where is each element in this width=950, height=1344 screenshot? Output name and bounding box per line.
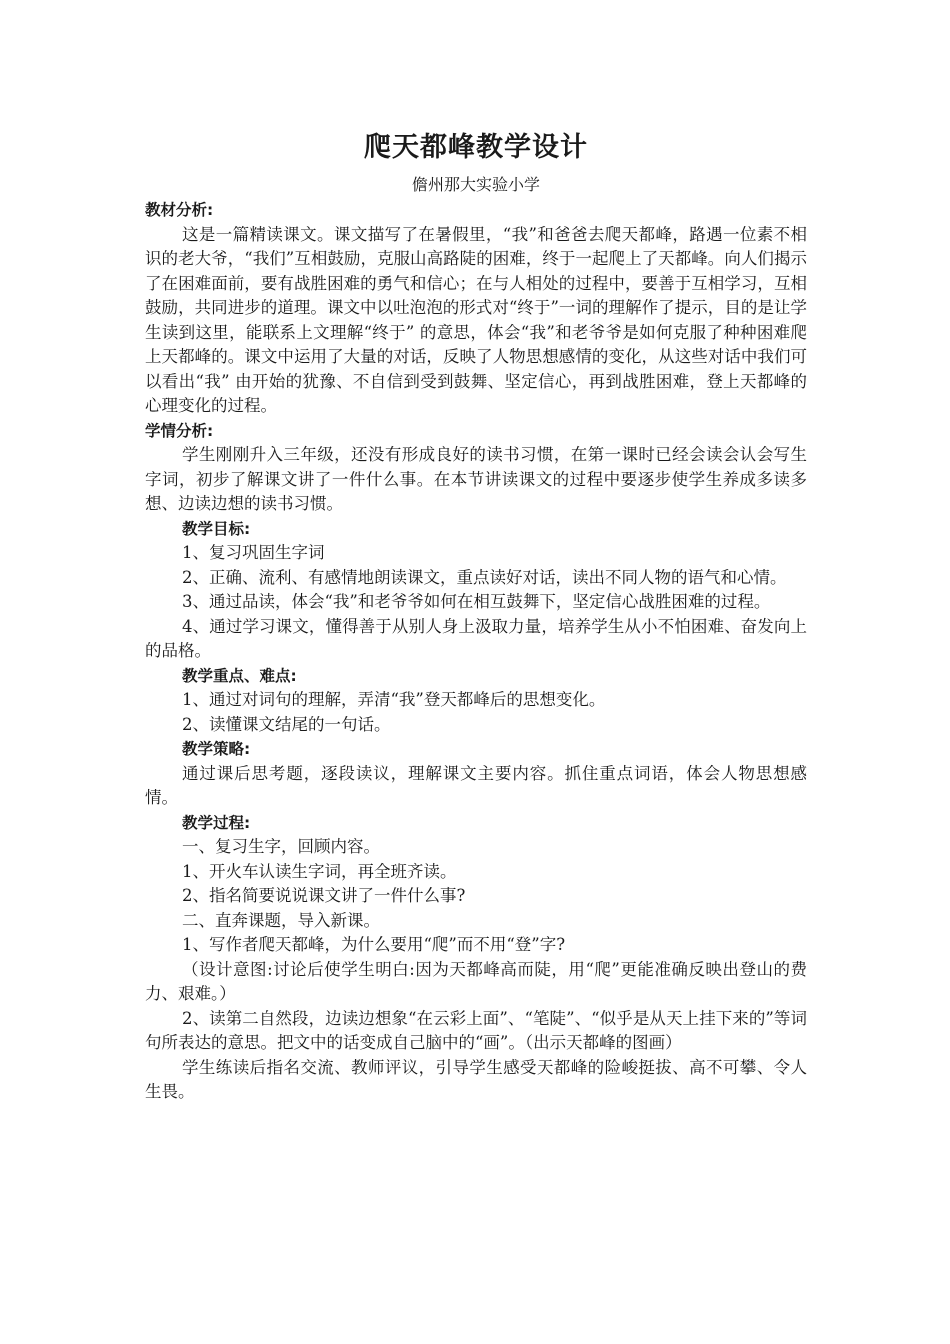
document-page — [145, 128, 807, 1105]
objective-item: 4、通过学习课文，懂得善于从别人身上汲取力量，培养学生从小不怕困难、奋发向上的品格。 — [145, 616, 807, 660]
process-item: 一、复习生字，回顾内容。 — [182, 837, 380, 856]
document-subtitle: 儋州那大实验小学 — [411, 175, 540, 194]
strategy-heading: 教学策略: — [182, 740, 251, 758]
objectives-heading: 教学目标: — [182, 519, 251, 538]
objective-item: 1、复习巩固生字词 — [182, 543, 325, 562]
document-title: 爬天都峰教学设计 — [364, 132, 588, 163]
key-point-item: 1、通过对词句的理解，弄清“我”登天都峰后的思想变化。 — [182, 690, 606, 709]
key-points-heading: 教学重点、难点: — [182, 666, 297, 685]
material-analysis-heading: 教材分析: — [145, 201, 214, 219]
process-item: 1、写作者爬天都峰，为什么要用“爬”而不用“登”字? — [182, 935, 566, 954]
objective-item: 2、正确、流利、有感情地朗读课文，重点读好对话，读出不同人物的语气和心情。 — [182, 567, 787, 587]
process-item: 学生练读后指名交流、教师评议，引导学生感受天都峰的险峻挺拔、高不可攀、令人生畏。 — [145, 1057, 807, 1101]
process-item: 2、指名简要说说课文讲了一件什么事? — [182, 886, 466, 905]
process-item: 2、读第二自然段，边读边想象“在云彩上面”、“笔陡”、“似乎是从天上挂下来的”等词句所表达的意思。把文中的话变成自己脑中的“画”。（出示天都峰的图画） — [145, 1008, 807, 1052]
process-item: 1、开火车认读生字词，再全班齐读。 — [182, 861, 457, 881]
student-analysis-heading: 学情分析: — [145, 421, 214, 440]
student-analysis-paragraph: 学生刚刚升入三年级，还没有形成良好的读书习惯，在第一课时已经会读会认会写生字词，初步了解课文讲了一件什么事。在本节讲读课文的过程中要逐步使学生养成多读多想、边读边想的读书习惯。 — [145, 445, 807, 513]
strategy-paragraph: 通过课后思考题，逐段读议，理解课文主要内容。抓住重点词语，体会人物思想感情。 — [145, 763, 807, 807]
process-heading: 教学过程: — [182, 813, 251, 832]
material-analysis-paragraph: 这是一篇精读课文。课文描写了在暑假里，“我”和爸爸去爬天都峰，路遇一位素不相识的老大爷，“我们”互相鼓励，克服山高路陡的困难，终于一起爬上了天都峰。向人们揭示了在困难面前，要有战胜困难的勇气和信心；在与人相处的过程中，要善于互相学习，互相鼓励，共同进步的道理。课文中以吐泡泡的形式对“终于”一词的理解作了提示，目的是让学生读到这里，能联系上文理解“终于” 的意思，体会“我”和老爷爷是如何克服了种种困难爬上天都峰的。课文中运用了大量的对话，反映了人物思想感情的变化，从这些对话中我们可以看出“我” 由开始的犹豫、不自信到受到鼓舞、坚定信心，再到战胜困难，登上天都峰的心理变化的过程。 — [145, 224, 807, 415]
key-point-item: 2、读懂课文结尾的一句话。 — [182, 714, 391, 734]
objective-item: 3、通过品读，体会“我”和老爷爷如何在相互鼓舞下，坚定信心战胜困难的过程。 — [182, 592, 771, 611]
process-item: （设计意图:讨论后使学生明白:因为天都峰高而陡，用“爬”更能准确反映出登山的费力、艰难。） — [145, 959, 807, 1003]
process-item: 二、直奔课题，导入新课。 — [182, 910, 380, 930]
